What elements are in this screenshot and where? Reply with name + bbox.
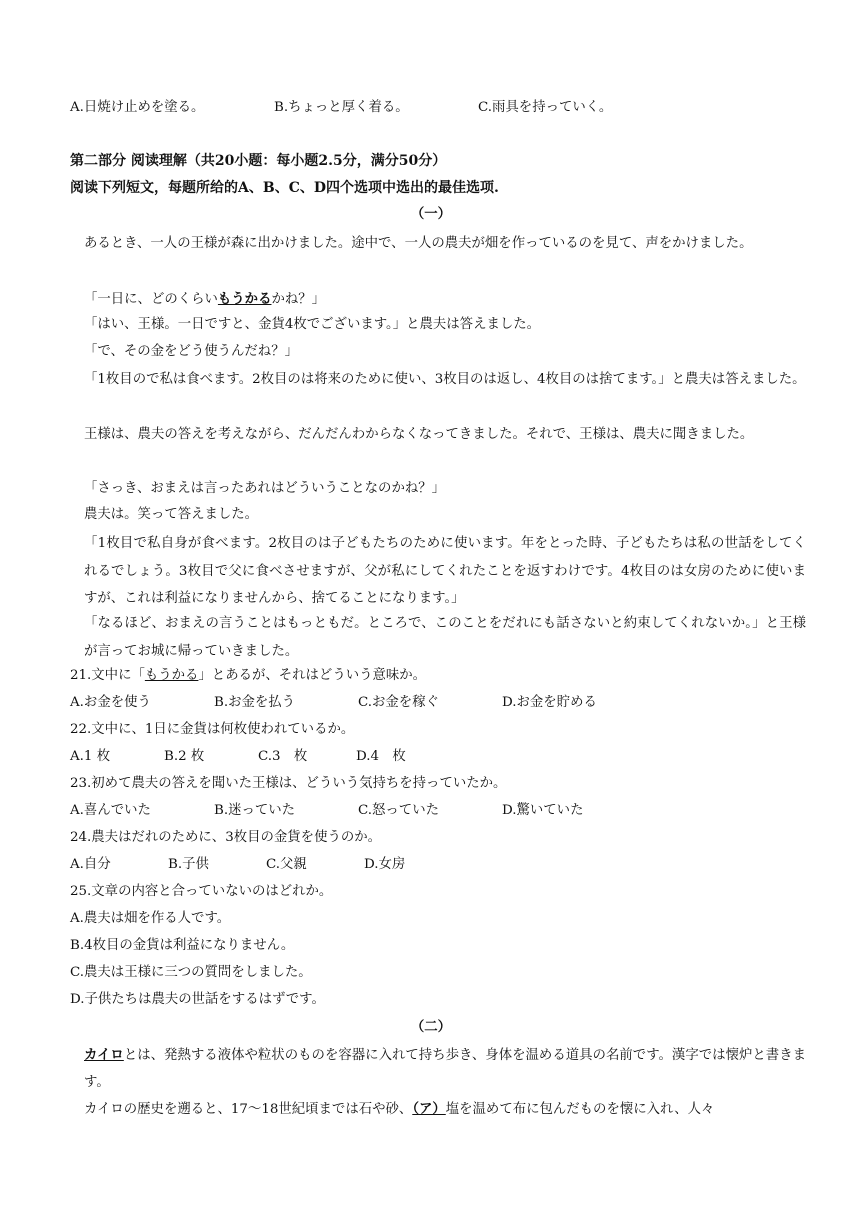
option-d: D.お金を貯める [502,695,597,710]
passage1-p8: 農夫は。笑って答えました。 [84,507,259,522]
question-23: 23.初めて農夫の答えを聞いた王様は、どういう気持ちを持っていたか。 [70,776,507,791]
passage1-p6: 王様は、農夫の答えを考えながら、だんだんわからなくなってきました。それで、王様は、農夫に聞きました。 [84,427,754,442]
q21-underlined: もうかる [144,668,199,683]
option-c: C.雨具を持っていく。 [478,100,613,115]
p2-text-pre: カイロの歴史を遡ると、17〜18世紀頃までは石や砂、 [84,1102,413,1117]
passage1-p4: 「で、その金をどう使うんだね？」 [84,344,298,359]
question-25-option-a: A.農夫は畑を作る人です。 [70,911,231,926]
option-b: B.迷っていた [214,803,296,818]
option-b: B.ちょっと厚く着る。 [274,100,409,115]
p2-text-post: かね？」 [271,292,326,307]
question-25-option-d: D.子供たちは農夫の世話をするはずです。 [70,992,325,1007]
q21-stem-post: 」とあるが、それはどういう意味か。 [198,668,427,683]
question-24-options [70,852,792,879]
passage1-p5: 「1枚目ので私は食べます。2枚目のは将来のために使い、3枚目のは返し、4枚目のは捨てます。」と農夫は答えました。 [84,372,806,387]
p2-text-pre: 「一日に、どのくらい [84,292,218,307]
option-b: B.2 枚 [164,749,205,764]
p1-text: とは、発熱する液体や粒状のものを容器に入れて持ち歩き、身体を温める道具の名前です。漢字では懐炉と書きます。 [84,1048,806,1090]
option-c: C.父親 [266,857,307,872]
option-c: C.3 枚 [258,749,308,764]
passage1-p2 [70,286,806,314]
option-a: A.自分 [70,857,111,872]
passage1-p1: あるとき、一人の王様が森に出かけました。途中で、一人の農夫が畑を作っているのを見て、声をかけました。 [84,236,753,251]
option-b: B.お金を払う [214,695,296,710]
option-a: A.1 枚 [70,749,111,764]
option-c: C.怒っていた [358,803,439,818]
q21-stem-pre: 21.文中に「 [70,668,145,683]
option-d: D.女房 [364,857,406,872]
part2-title: 第二部分 阅读理解（共20小题：每小题2.5分，满分50分） [70,153,447,169]
passage2-p2 [70,1096,806,1124]
passage2-p1 [70,1042,806,1096]
underlined-keyword: カイロ [84,1047,124,1063]
passage1-p3: 「はい、王様。一日ですと、金貨4枚でございます。」と農夫は答えました。 [84,317,541,332]
question-24: 24.農夫はだれのために、3枚目の金貨を使うのか。 [70,830,382,845]
question-23-options [70,798,792,825]
question-22: 22.文中に、1日に金貨は何枚使われているか。 [70,722,355,737]
option-a: A.喜んでいた [70,803,151,818]
part2-instruction: 阅读下列短文，每题所给的A、B、C、D四个选项中选出的最佳选项. [70,180,499,196]
question-21-options [70,690,792,717]
p2-text-post: 塩を温めて布に包んだものを懐に入れ、人々 [445,1102,715,1117]
option-d: D.4 枚 [356,749,406,764]
underlined-word: もうかる [217,291,272,307]
passage1-p9: 「1枚目で私自身が食べます。2枚目のは子どもたちのために使います。年をとった時、子どもたちは私の世話をしてくれるでしょう。3枚目で父に食べさせますが、父が私にしてくれたことを返すわけです。4枚目のは女房のために使いますが、これは利益になりませんから、捨てることになります。」 [84,536,806,606]
option-a: A.お金を使う [70,695,151,710]
question-25: 25.文章の内容と合っていないのはどれか。 [70,884,333,899]
option-d: D.驚いていた [502,803,584,818]
question-25-option-b: B.4枚目の金貨は利益になりません。 [70,938,295,953]
question-22-options [70,744,792,771]
option-a: A.日焼け止めを塗る。 [70,100,205,115]
question-25-option-c: C.農夫は王様に三つの質問をしました。 [70,965,312,980]
blank-marker: （ア） [412,1101,446,1117]
passage1-p10: 「なるほど、おまえの言うことはもっともだ。ところで、このことをだれにも話さないと約束してくれないか。」と王様が言ってお城に帰っていきました。 [84,616,806,659]
passage1-label: （一） [410,206,452,222]
question-21 [70,663,792,690]
passage2-label: （二） [410,1019,452,1035]
passage1-p7: 「さっき、おまえは言ったあれはどういうことなのかね？」 [84,481,446,496]
option-c: C.お金を稼ぐ [358,695,439,710]
option-b: B.子供 [168,857,209,872]
prev-question-options [70,95,792,122]
